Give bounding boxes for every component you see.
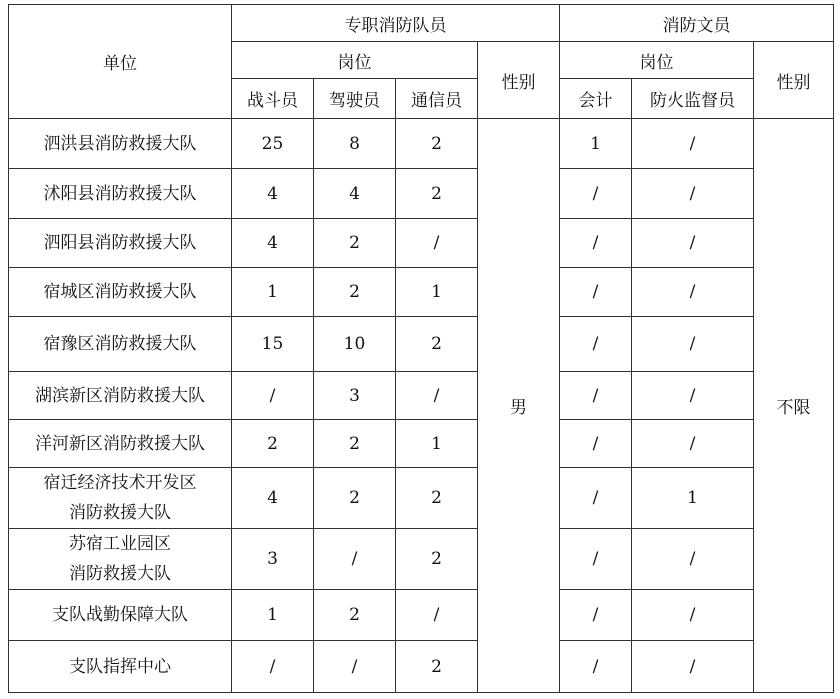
unit-name-line: 消防救援大队 bbox=[69, 503, 171, 523]
unit-name-cell bbox=[9, 317, 232, 372]
header-unit: 单位 bbox=[9, 5, 232, 119]
header-professional-gender: 性别 bbox=[478, 42, 560, 119]
header-post-communicator: 通信员 bbox=[396, 79, 478, 119]
fire-inspector-count-cell: 1 bbox=[632, 468, 754, 529]
fire-inspector-count-cell: / bbox=[632, 529, 754, 590]
accountant-count-cell: / bbox=[560, 169, 632, 219]
table-row bbox=[9, 420, 834, 468]
table-row bbox=[9, 169, 834, 219]
fire-inspector-count-cell: / bbox=[632, 169, 754, 219]
table-row bbox=[9, 641, 834, 693]
table-row bbox=[9, 119, 834, 169]
accountant-count-cell: / bbox=[560, 529, 632, 590]
driver-count-cell: 10 bbox=[314, 317, 396, 372]
unit-name-cell bbox=[9, 119, 232, 169]
unit-name-line: 宿城区消防救援大队 bbox=[43, 282, 197, 302]
fighter-count-cell: 25 bbox=[232, 119, 314, 169]
unit-name-line: 泗洪县消防救援大队 bbox=[43, 133, 197, 154]
fighter-count-cell: 4 bbox=[232, 468, 314, 529]
fighter-count-cell: 3 bbox=[232, 529, 314, 590]
unit-name-cell bbox=[9, 420, 232, 468]
table-row bbox=[9, 268, 834, 317]
fire-inspector-count-cell: / bbox=[632, 119, 754, 169]
communicator-count-cell: / bbox=[396, 219, 478, 268]
table-body bbox=[9, 119, 834, 693]
unit-name-cell bbox=[9, 268, 232, 317]
fighter-count-cell: 4 bbox=[232, 219, 314, 268]
unit-name-cell bbox=[9, 468, 232, 529]
driver-count-cell: 2 bbox=[314, 420, 396, 468]
unit-name-line: 湖滨新区消防救援大队 bbox=[35, 385, 205, 406]
fighter-count-cell: 15 bbox=[232, 317, 314, 372]
professional-gender-cell: 男 bbox=[478, 119, 560, 693]
fighter-count-cell: / bbox=[232, 641, 314, 693]
civilian-gender-cell: 不限 bbox=[754, 119, 834, 693]
header-post-accountant: 会计 bbox=[560, 79, 632, 119]
unit-name-line: 消防救援大队 bbox=[69, 564, 171, 584]
table-row bbox=[9, 219, 834, 268]
fighter-count-cell: / bbox=[232, 372, 314, 420]
communicator-count-cell: 2 bbox=[396, 468, 478, 529]
accountant-count-cell: / bbox=[560, 268, 632, 317]
communicator-count-cell: 2 bbox=[396, 641, 478, 693]
fighter-count-cell: 4 bbox=[232, 169, 314, 219]
accountant-count-cell: 1 bbox=[560, 119, 632, 169]
header-professional-firefighters: 专职消防队员 bbox=[232, 5, 560, 42]
accountant-count-cell: / bbox=[560, 372, 632, 420]
fire-inspector-count-cell: / bbox=[632, 641, 754, 693]
table-row bbox=[9, 468, 834, 529]
header-civilian-gender: 性别 bbox=[754, 42, 834, 119]
accountant-count-cell: / bbox=[560, 317, 632, 372]
fire-inspector-count-cell: / bbox=[632, 317, 754, 372]
accountant-count-cell: / bbox=[560, 641, 632, 693]
fire-inspector-count-cell: / bbox=[632, 590, 754, 641]
unit-name-cell bbox=[9, 529, 232, 590]
accountant-count-cell: / bbox=[560, 420, 632, 468]
unit-name-line: 沭阳县消防救援大队 bbox=[43, 183, 197, 204]
fighter-count-cell: 1 bbox=[232, 268, 314, 317]
accountant-count-cell: / bbox=[560, 468, 632, 529]
accountant-count-cell: / bbox=[560, 590, 632, 641]
communicator-count-cell: 1 bbox=[396, 420, 478, 468]
unit-name-line: 宿迁经济技术开发区 bbox=[43, 473, 197, 493]
unit-name-line: 泗阳县消防救援大队 bbox=[43, 233, 197, 253]
fighter-count-cell: 1 bbox=[232, 590, 314, 641]
header-fire-civilian-staff: 消防文员 bbox=[560, 5, 834, 42]
driver-count-cell: 3 bbox=[314, 372, 396, 420]
driver-count-cell: 2 bbox=[314, 268, 396, 317]
unit-name-cell bbox=[9, 641, 232, 693]
unit-name-cell bbox=[9, 590, 232, 641]
table-row bbox=[9, 590, 834, 641]
fire-inspector-count-cell: / bbox=[632, 420, 754, 468]
unit-name-cell bbox=[9, 372, 232, 420]
communicator-count-cell: / bbox=[396, 372, 478, 420]
table-row bbox=[9, 317, 834, 372]
header-professional-post: 岗位 bbox=[232, 42, 478, 79]
fire-inspector-count-cell: / bbox=[632, 219, 754, 268]
table-row bbox=[9, 529, 834, 590]
unit-name-line: 宿豫区消防救援大队 bbox=[43, 334, 197, 354]
driver-count-cell: 2 bbox=[314, 590, 396, 641]
driver-count-cell: 2 bbox=[314, 219, 396, 268]
header-post-driver: 驾驶员 bbox=[314, 79, 396, 119]
driver-count-cell: / bbox=[314, 529, 396, 590]
driver-count-cell: / bbox=[314, 641, 396, 693]
table-row bbox=[9, 372, 834, 420]
recruitment-table bbox=[8, 4, 834, 693]
fire-inspector-count-cell: / bbox=[632, 268, 754, 317]
fire-inspector-count-cell: / bbox=[632, 372, 754, 420]
unit-name-line: 洋河新区消防救援大队 bbox=[35, 433, 205, 454]
driver-count-cell: 8 bbox=[314, 119, 396, 169]
header-civilian-post: 岗位 bbox=[560, 42, 754, 79]
unit-name-line: 支队指挥中心 bbox=[69, 656, 171, 677]
driver-count-cell: 4 bbox=[314, 169, 396, 219]
accountant-count-cell: / bbox=[560, 219, 632, 268]
unit-name-line: 苏宿工业园区 bbox=[69, 534, 171, 554]
unit-name-cell bbox=[9, 219, 232, 268]
header-post-fire-inspector: 防火监督员 bbox=[632, 79, 754, 119]
communicator-count-cell: 2 bbox=[396, 119, 478, 169]
communicator-count-cell: / bbox=[396, 590, 478, 641]
communicator-count-cell: 2 bbox=[396, 529, 478, 590]
unit-name-line: 支队战勤保障大队 bbox=[52, 605, 188, 625]
header-post-fighter: 战斗员 bbox=[232, 79, 314, 119]
communicator-count-cell: 2 bbox=[396, 169, 478, 219]
driver-count-cell: 2 bbox=[314, 468, 396, 529]
fighter-count-cell: 2 bbox=[232, 420, 314, 468]
communicator-count-cell: 1 bbox=[396, 268, 478, 317]
unit-name-cell bbox=[9, 169, 232, 219]
communicator-count-cell: 2 bbox=[396, 317, 478, 372]
